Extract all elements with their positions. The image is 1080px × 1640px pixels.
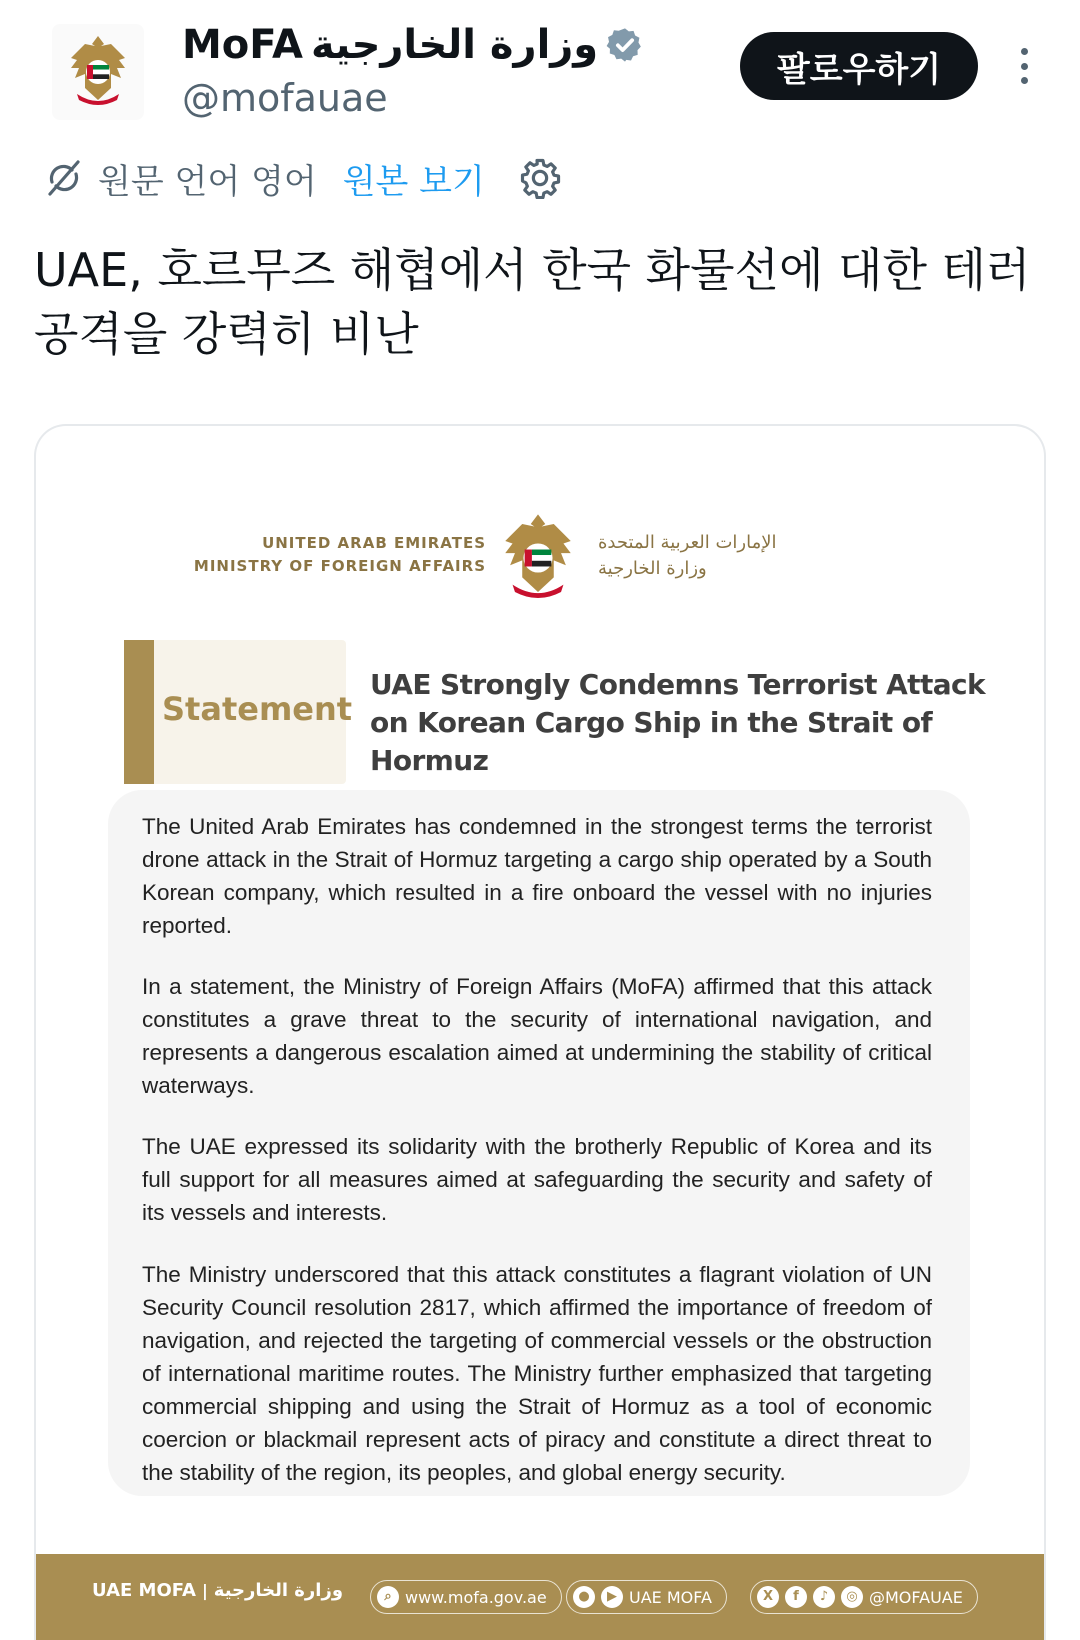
emblem-icon [65,32,131,112]
footer-youtube [566,1580,727,1614]
tweet-text: UAE, 호르무즈 해협에서 한국 화물선에 대한 테러 공격을 강력히 비난 [34,243,1031,361]
statement-paragraph: In a statement, the Ministry of Foreign Affairs (MoFA) affirmed that this attack constitutes a grave threat to the security of international navigation, and represents a dangerous escalation aimed at undermining the stability of critical waterways. [142,974,932,1098]
tweet-header [0,0,1080,140]
footer-divider: | [201,1581,208,1600]
x-icon: X [757,1586,779,1608]
more-options-icon[interactable] [1010,44,1038,88]
ministry-name-arabic [598,530,777,582]
tweet-media-image[interactable] [34,424,1046,1640]
statement-body [108,790,970,1496]
show-original-link[interactable]: 원본 보기 [342,161,485,202]
footer-website-text: www.mofa.gov.ae [405,1587,547,1607]
display-name-latin: MoFA [182,22,303,68]
display-name[interactable] [182,22,644,68]
display-name-arabic: وزارة الخارجية [310,22,599,68]
footer-brand-arabic: وزارة الخارجية [213,1580,344,1601]
verified-badge-icon [606,26,644,64]
statement-accent-bar [124,640,154,784]
statement-paragraph: The UAE expressed its solidarity with the brotherly Republic of Korea and its full support for all measures aimed at safeguarding the security and safety of its vessels and interests. [142,1134,932,1225]
ministry-ar-line1: الإمارات العربية المتحدة [598,532,777,553]
statement-paragraph: The United Arab Emirates has condemned in the strongest terms the terrorist drone attack in the Strait of Hormuz targeting a cargo ship operated by a South Korean company, which resulted in a fire onboard the vessel with no injuries reported. [142,814,932,938]
more-dot [1021,48,1028,55]
footer-social [750,1580,978,1614]
emblem-icon [498,508,578,608]
circle-icon: ● [573,1586,595,1608]
more-dot [1021,77,1028,84]
tiktok-icon: ♪ [813,1586,835,1608]
ministry-letterhead [36,508,1044,618]
instagram-icon: ◎ [841,1586,863,1608]
card-footer [36,1554,1044,1640]
youtube-icon: ▶ [601,1586,623,1608]
statement-paragraph: The Ministry underscored that this attack constitutes a flagrant violation of UN Security Council resolution 2817, which affirmed the importance of freedom of navigation, and rejected the targeting of commercial vessels or the obstruction of international maritime routes. The Ministry further emphasized that targeting commercial shipping and using the Strait of Hormuz as a tool of economic coercion or blackmail represent acts of piracy and constitute a direct threat to the stability of the region, its peoples, and global energy security. [142,1262,932,1485]
translate-icon [44,158,84,198]
footer-social-text: @MOFAUAE [869,1587,963,1607]
footer-website [370,1580,562,1614]
ministry-ar-line2: وزارة الخارجية [598,558,707,579]
statement-label: Statement [162,690,353,728]
footer-youtube-text: UAE MOFA [629,1587,712,1607]
translation-row [44,152,561,204]
handle[interactable]: @mofauae [182,76,388,120]
ministry-en-line2: MINISTRY OF FOREIGN AFFAIRS [193,557,486,575]
footer-brand [92,1580,343,1601]
footer-brand-latin: UAE MOFA [92,1580,196,1601]
ministry-name-english [194,532,486,578]
source-language-note: 원문 언어 영어 [98,161,317,202]
avatar[interactable] [52,24,144,120]
statement-headline: UAE Strongly Condemns Terrorist Attack on Korean Cargo Ship in the Strait of Hormuz [370,668,986,777]
gear-icon[interactable] [519,157,561,199]
facebook-icon: f [785,1586,807,1608]
follow-button[interactable]: 팔로우하기 [740,32,978,100]
search-icon: ⌕ [377,1586,399,1608]
statement-tag [124,640,353,784]
more-dot [1021,63,1028,70]
ministry-en-line1: UNITED ARAB EMIRATES [262,534,486,552]
